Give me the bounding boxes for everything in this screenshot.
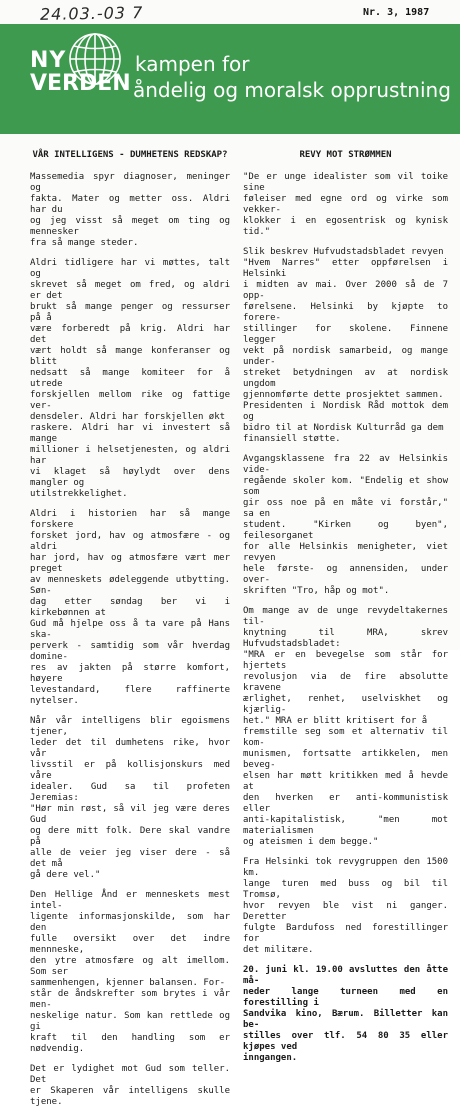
right-article-headline: REVY MOT STRØMMEN xyxy=(299,150,392,160)
tagline-line1: kampen for xyxy=(135,52,250,76)
right-paragraph-event: 20. juni kl. 19.00 avsluttes den åtte må- neder lange turneen med en forestilling i Sandvika kino, Bærum. Billetter kan be- stilles over tlf. 54 80 35 eller kjøpes ved inngangen. xyxy=(243,965,448,1063)
right-paragraph: Fra Helsinki tok revygruppen den 1500 km. lange turen med buss og bil til Tromsø, hvor revyen ble vist ni ganger. Deretter fulgte Bardufoss ned forestillinger for det militære. xyxy=(243,857,448,955)
left-paragraph: Det er lydighet mot Gud som teller. Det er Skaperen vår intelligens skulle tjene. xyxy=(30,1064,230,1107)
logo-verden: VERDEN xyxy=(30,71,131,96)
left-paragraph: Den Hellige Ånd er menneskets mest intel- ligente informasjonskilde, som har den fulle oversikt over det indre mennneske, den ytre atmosfære og alt imellom. Som ser sammenhengen, kjenner balansen. For- står de åndskrefter som brytes i vår men- neskelige natur. Som kan rettlede og gi kraft til den handling som er nødvendig. xyxy=(30,890,230,1054)
tagline-line2: åndelig og moralsk opprustning xyxy=(133,78,451,102)
left-article-headline: VÅR INTELLIGENS - DUMHETENS REDSKAP? xyxy=(32,150,228,160)
right-paragraph: Avgangsklassene fra 22 av Helsinkis vide- regående skoler kom. "Endelig et show som gir oss noe på en måte vi forstår," sa en student. "Kirken og byen", feilesorganet for alle Helsinkis menigheter, viet revyen hele første- og annensiden, under over- skriften "Tro, håp og mot". xyxy=(243,454,448,596)
date-stamp: 24.03.-03 7 xyxy=(39,3,144,24)
right-paragraph: Om mange av de unge revydeltakernes til- knytning til MRA, skrev Hufvudstadsbladet: "MRA er en bevegelse som står for hjertets revolusjon via de fire absolutte kravene ærlighet, renhet, uselviskhet og kjærlig- het." MRA er blitt kritisert for å fremstille seg som et alternativ til kom- munismen, fortsatte artikkelen, men beveg- elsen har møtt kritikken med å hevde at den hverken er anti-kommunistisk eller anti-kapitalistisk, "men mot materialismen og ateismen i dem begge." xyxy=(243,606,448,847)
left-article xyxy=(30,150,230,1117)
issue-number: Nr. 3, 1987 xyxy=(363,7,430,18)
right-paragraph: Slik beskrev Hufvudstadsbladet revyen "Hvem Narres" etter oppførelsen i Helsinki i midten av mai. Over 2000 så de 7 opp- førelsene. Helsinki by kjøpte to forere- stillinger for skolene. Finnene legger vekt på nordisk samarbeid, og mange under- streket betydningen av at nordisk ungdom gjennomførte dette prosjektet sammen. Presidenten i Nordisk Råd mottok dem og bidro til at Nordisk Kulturråd ga dem finansiell støtte. xyxy=(243,247,448,444)
left-paragraph: Aldri i historien har så mange forskere forsket jord, hav og atmosfære - og aldri har jord, hav og atmosfære vært mer preget av menneskets ødeleggende utbytting. Søn- dag etter søndag ber vi i kirkebønnen at Gud må hjelpe oss å ta vare på Hans ska- perverk - samtidig som vår hverdag domine- res av jakten på større komfort, høyere levestandard, flere raffinerte nytelser. xyxy=(30,509,230,706)
right-paragraph: "De er unge idealister som vil toike sine føleiser med egne ord og virke som vekker- klokker i en egosentrisk og kynisk tid." xyxy=(243,172,448,237)
logo-ny: NY xyxy=(30,48,67,73)
left-paragraph: Massemedia spyr diagnoser, meninger og fakta. Mater og metter oss. Aldri har du og jeg visst så meget om ting og mennesker fra så mange steder. xyxy=(30,172,230,248)
right-article xyxy=(243,150,448,1073)
left-paragraph: Når vår intelligens blir egoismens tjener, leder det til dumhetens rike, hvor vår livsstil er på kollisjonskurs med våre idealer. Gud sa til profeten Jeremias: "Hør min røst, så vil jeg være deres Gud og dere mitt folk. Dere skal vandre på alle de veier jeg viser dere - så det må gå dere vel." xyxy=(30,716,230,880)
left-paragraph: Aldri tidligere har vi møttes, talt og skrevet så meget om fred, og aldri er det brukt så mange penger og ressurser på å være forberedt på krig. Aldri har det vært holdt så mange konferanser og blitt nedsatt så mange komiteer for å utrede forskjellen mellom rike og fattige ver- densdeler. Aldri har forskjellen økt raskere. Aldri har vi investert så mange millioner i helsetjenesten, og aldri har vi klaget så høylydt over dens mangler og utilstrekkelighet. xyxy=(30,258,230,499)
